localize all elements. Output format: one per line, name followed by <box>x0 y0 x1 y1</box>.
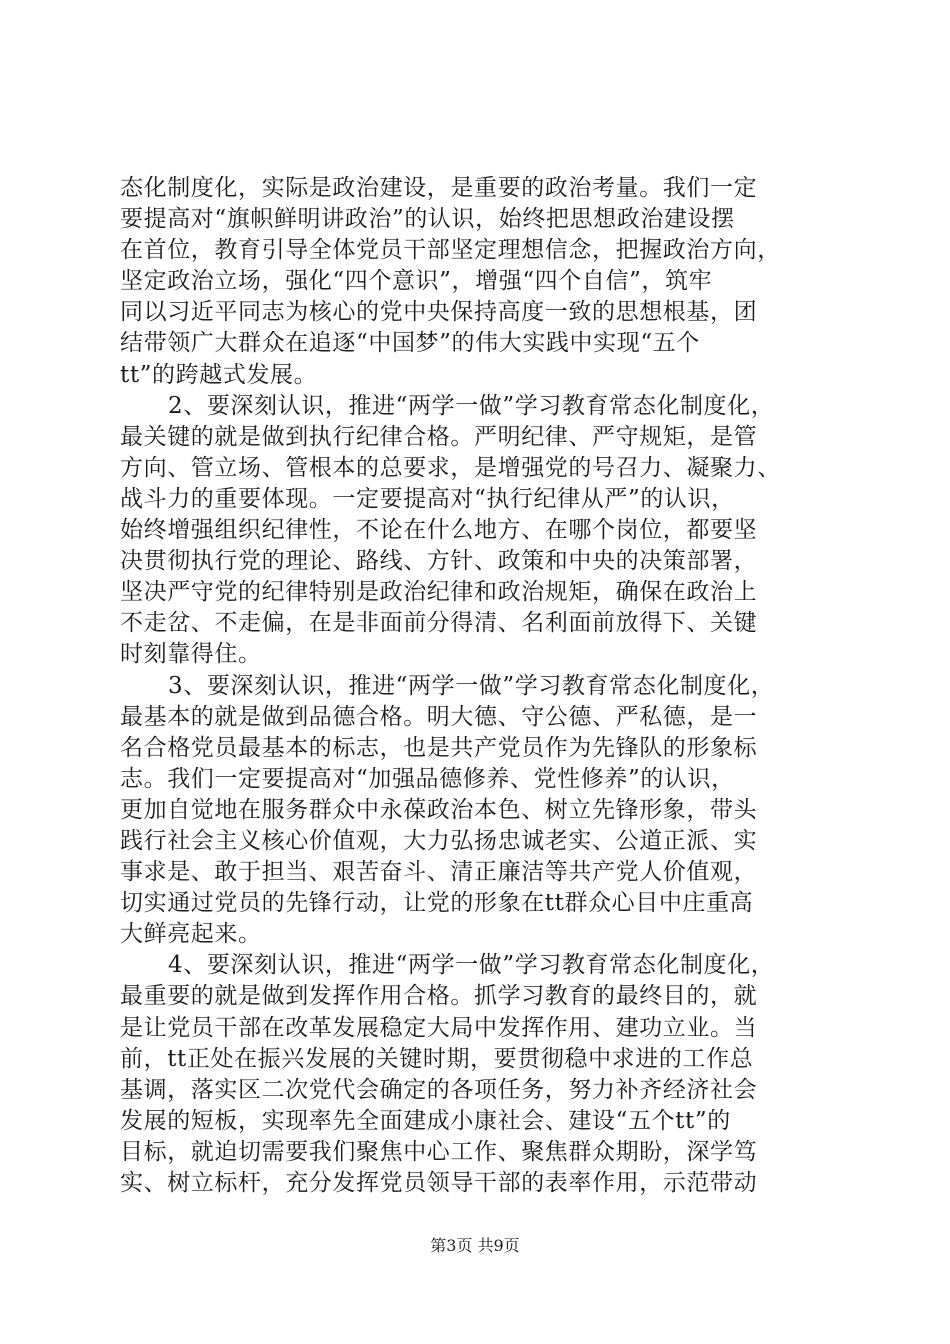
page-number-footer: 第3页 共9页 <box>430 1236 520 1255</box>
text-line: 实、树立标杆，充分发挥党员领导干部的表率作用，示范带动 <box>120 1170 758 1196</box>
text-line: 最重要的就是做到发挥作用合格。抓学习教育的最终目的，就 <box>120 983 758 1010</box>
text-line: 要提高对“旗帜鲜明讲政治”的认识，始终把思想政治建设摆 <box>120 206 735 233</box>
text-line: 在首位，教育引导全体党员干部坚定理想信念，把握政治方向， <box>120 237 781 264</box>
text-line: 大鲜亮起来。 <box>120 921 262 948</box>
text-line: 不走岔、不走偏，在是非面前分得清、名利面前放得下、关键 <box>120 610 758 637</box>
text-line: 同以习近平同志为核心的党中央保持高度一致的思想根基，团 <box>120 299 758 326</box>
text-line: tt”的跨越式发展。 <box>120 361 318 388</box>
text-line: 切实通过党员的先锋行动，让党的形象在tt群众心目中庄重高 <box>120 890 754 917</box>
text-line: 结带领广大群众在追逐“中国梦”的伟大实践中实现“五个 <box>120 330 700 357</box>
paragraph-start-line: 4、要深刻认识，推进“两学一做”学习教育常态化制度化， <box>168 952 775 979</box>
text-line: 目标，就迫切需要我们聚焦中心工作、聚焦群众期盼，深学笃 <box>120 1138 758 1165</box>
text-line: 志。我们一定要提高对“加强品德修养、党性修养”的认识， <box>120 765 735 792</box>
text-line: 前，tt正处在振兴发展的关键时期，要贯彻稳中求进的工作总 <box>120 1045 754 1072</box>
text-line: 坚定政治立场，强化“四个意识”，增强“四个自信”，筑牢 <box>120 268 713 295</box>
text-line: 方向、管立场、管根本的总要求，是增强党的号召力、凝聚力、 <box>120 454 781 481</box>
document-body <box>120 173 840 1199</box>
text-line: 更加自觉地在服务群众中永葆政治本色、树立先锋形象，带头 <box>120 796 758 823</box>
paragraph-start-line: 3、要深刻认识，推进“两学一做”学习教育常态化制度化， <box>168 672 775 699</box>
text-line: 基调，落实区二次党代会确定的各项任务，努力补齐经济社会 <box>120 1076 758 1103</box>
text-line: 践行社会主义核心价值观，大力弘扬忠诚老实、公道正派、实 <box>120 827 758 854</box>
text-line: 战斗力的重要体现。一定要提高对“执行纪律从严”的认识， <box>120 485 735 512</box>
text-line: 坚决严守党的纪律特别是政治纪律和政治规矩，确保在政治上 <box>120 579 758 606</box>
text-line: 是让党员干部在改革发展稳定大局中发挥作用、建功立业。当 <box>120 1014 758 1041</box>
text-line: 发展的短板，实现率先全面建成小康社会、建设“五个tt”的 <box>120 1107 731 1134</box>
text-line: 最关键的就是做到执行纪律合格。严明纪律、严守规矩，是管 <box>120 423 758 450</box>
text-line: 态化制度化，实际是政治建设，是重要的政治考量。我们一定 <box>120 175 758 201</box>
text-line: 名合格党员最基本的标志，也是共产党员作为先锋队的形象标 <box>120 734 758 761</box>
text-line: 最基本的就是做到品德合格。明大德、守公德、严私德，是一 <box>120 703 758 730</box>
text-line: 事求是、敢于担当、艰苦奋斗、清正廉洁等共产党人价值观， <box>120 859 758 886</box>
text-line: 时刻靠得住。 <box>120 641 262 668</box>
paragraph-start-line: 2、要深刻认识，推进“两学一做”学习教育常态化制度化， <box>168 392 775 419</box>
text-line: 决贯彻执行党的理论、路线、方针、政策和中央的决策部署， <box>120 548 758 575</box>
text-line: 始终增强组织纪律性，不论在什么地方、在哪个岗位，都要坚 <box>120 517 758 544</box>
